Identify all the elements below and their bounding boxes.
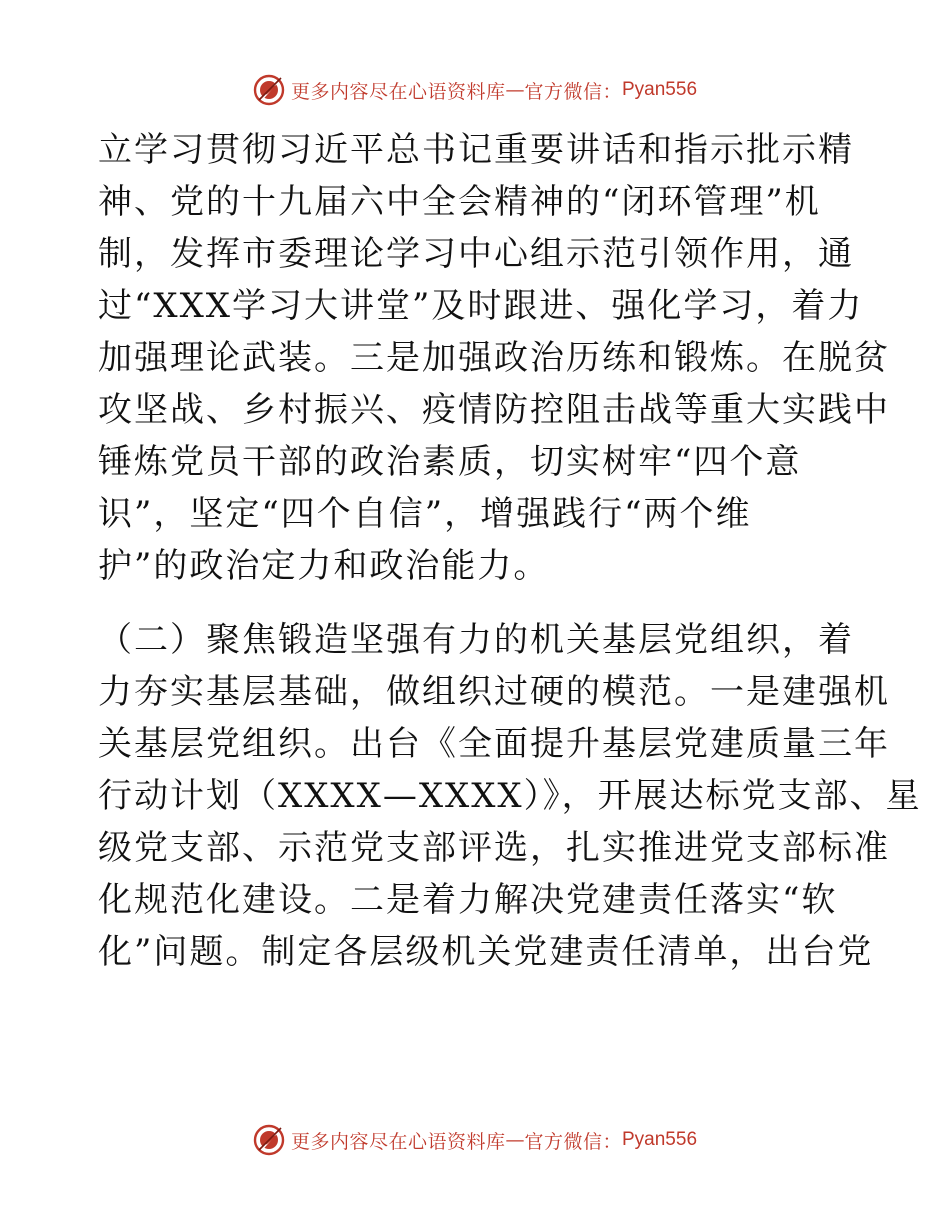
text-line: （二）聚焦锻造坚强有力的机关基层党组织，着 (98, 620, 854, 660)
text-line: 关基层党组织。出台《全面提升基层党建质量三年 (98, 724, 890, 764)
watermark-site-text: 更多内容尽在心语资料库 (290, 80, 506, 103)
paragraph-1 (98, 124, 890, 592)
text-line: 护”的政治定力和政治能力。 (98, 546, 550, 586)
paragraph-spacer (98, 592, 858, 614)
feather-seal-logo-icon (253, 74, 285, 106)
text-line: 识”，坚定“四个自信”，增强践行“两个维 (98, 494, 752, 534)
text-line: 力夯实基层基础，做组织过硬的模范。一是建强机 (98, 672, 890, 712)
text-line: 锤炼党员干部的政治素质，切实树牢“四个意 (98, 442, 802, 482)
watermark-contact-id: Pyan556 (622, 79, 698, 100)
text-line: 级党支部、示范党支部评选，扎实推进党支部标准 (98, 828, 890, 868)
watermark-separator: — (505, 79, 525, 101)
text-line: 化”问题。制定各层级机关党建责任清单，出台党 (98, 932, 874, 972)
text-line: 加强理论武装。三是加强政治历练和锻炼。在脱贫 (98, 338, 890, 378)
watermark-contact-id: Pyan556 (622, 1129, 698, 1150)
text-line: 制，发挥市委理论学习中心组示范引领作用，通 (98, 234, 854, 274)
watermark-separator: — (505, 1129, 525, 1151)
paragraph-2 (98, 614, 922, 978)
document-body (98, 124, 922, 978)
text-line: 行动计划（XXXX—XXXX）》，开展达标党支部、星 (98, 776, 922, 816)
watermark-site-text: 更多内容尽在心语资料库 (290, 1130, 506, 1153)
feather-seal-logo-icon (253, 1124, 285, 1156)
header-watermark (0, 70, 950, 110)
text-line: 化规范化建设。二是着力解决党建责任落实“软 (98, 880, 838, 920)
footer-watermark (0, 1120, 950, 1160)
watermark-contact-label: 官方微信： (524, 1130, 622, 1153)
watermark-contact-label: 官方微信： (524, 80, 622, 103)
text-line: 神、党的十九届六中全会精神的“闭环管理”机 (98, 182, 821, 222)
text-line: 立学习贯彻习近平总书记重要讲话和指示批示精 (98, 130, 854, 170)
text-line: 过“XXX学习大讲堂”及时跟进、强化学习，着力 (98, 286, 864, 326)
text-line: 攻坚战、乡村振兴、疫情防控阻击战等重大实践中 (98, 390, 890, 430)
